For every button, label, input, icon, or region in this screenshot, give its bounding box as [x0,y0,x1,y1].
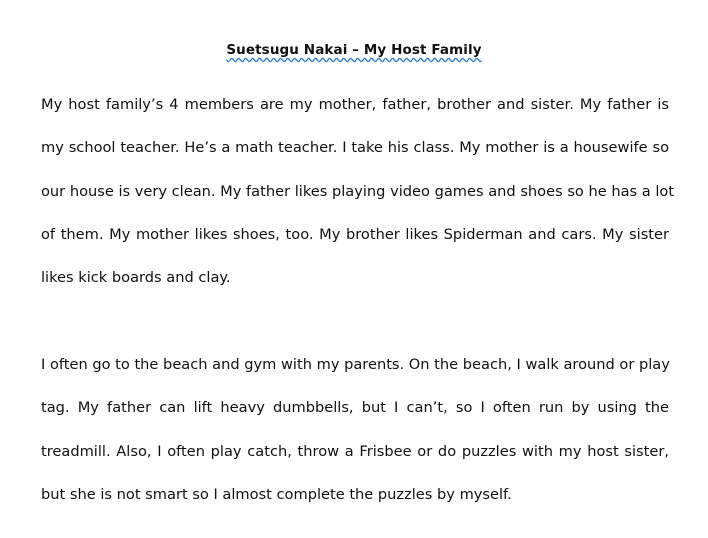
paragraph-line: My host family’s 4 members are my mother, father, brother and sister. My father is [41,96,669,113]
document-title: Suetsugu Nakai – My Host Family [226,42,482,58]
paragraph-line: I often go to the beach and gym with my parents. On the beach, I walk around or play [41,356,670,373]
paragraph-line: our house is very clean. My father likes playing video games and shoes so he has a lot [41,182,675,200]
paragraph-line: of them. My mother likes shoes, too. My brother likes Spiderman and cars. My sister [41,225,669,243]
paragraph-line: tag. My father can lift heavy dumbbells, but I can’t, so I often run by using the [41,399,669,417]
paragraph-line: treadmill. Also, I often play catch, throw a Frisbee or do puzzles with my host sister, [41,442,669,460]
paragraph-line: but she is not smart so I almost complete the puzzles by myself. [41,485,512,503]
paragraph-line: likes kick boards and clay. [41,269,231,287]
paragraph-2 [41,343,669,516]
paragraph-1 [41,83,675,299]
paragraph-line: my school teacher. He’s a math teacher. I take his class. My mother is a housewife so [41,139,669,157]
